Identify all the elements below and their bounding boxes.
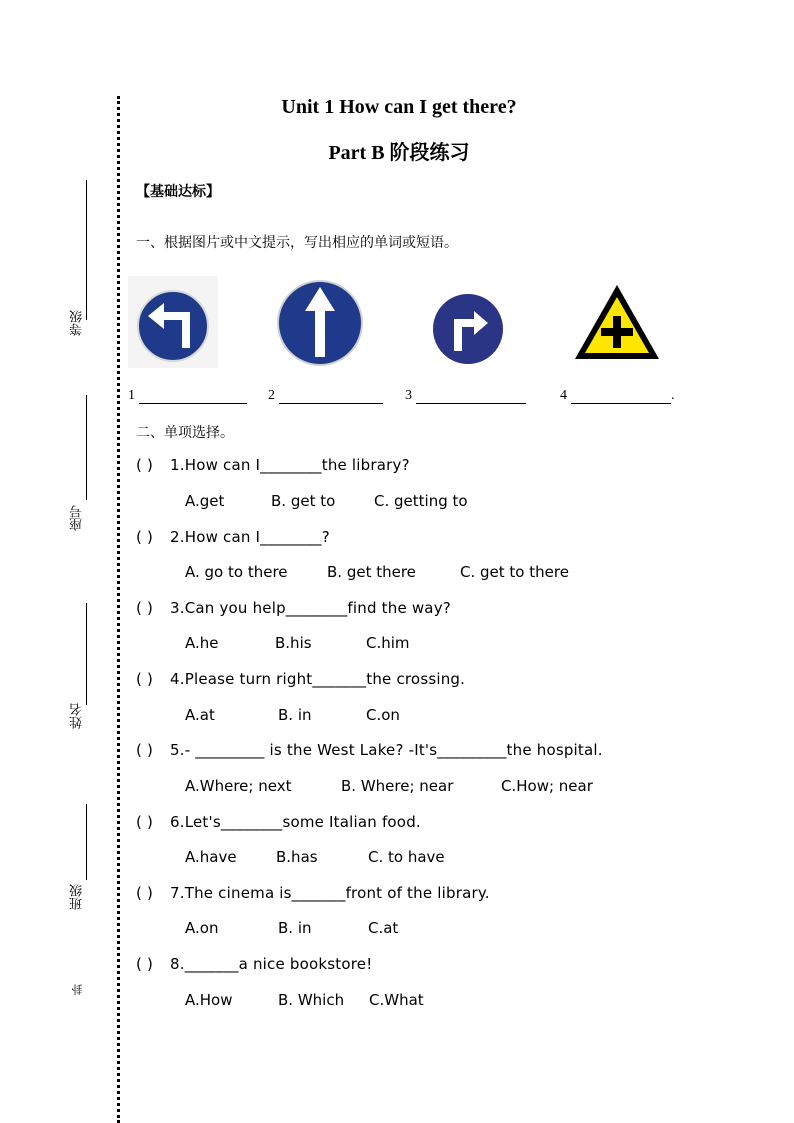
- option-b: B. Where; near: [341, 777, 454, 795]
- question-stem: 1.How can I________the library?: [170, 456, 410, 474]
- crossing-warning-sign-icon: [572, 282, 662, 362]
- side-field-label: 等级: [70, 310, 85, 336]
- question-3: [136, 599, 451, 617]
- go-straight-sign-icon: [276, 279, 364, 367]
- option-c: C.him: [366, 634, 410, 652]
- side-field-label: 座号: [70, 505, 85, 531]
- option-a: A.How: [185, 991, 233, 1009]
- blank-3[interactable]: 3: [405, 388, 526, 404]
- answer-paren[interactable]: ( ): [136, 456, 154, 474]
- question-5: [136, 741, 603, 759]
- blank-1[interactable]: 1: [128, 388, 247, 404]
- answer-paren[interactable]: ( ): [136, 813, 154, 831]
- question-7: [136, 884, 490, 902]
- page-title: Unit 1 How can I get there?: [281, 96, 517, 118]
- side-field-line: [86, 180, 87, 320]
- question-stem: 2.How can I________?: [170, 528, 330, 546]
- option-c: C. get to there: [460, 563, 569, 581]
- question-stem: 4.Please turn right_______the crossing.: [170, 670, 466, 688]
- option-b: B.his: [275, 634, 312, 652]
- question-stem: 8._______a nice bookstore!: [170, 955, 373, 973]
- option-c: C.at: [368, 919, 399, 937]
- side-field-line: [86, 395, 87, 500]
- side-field-label: 姓名: [70, 703, 85, 729]
- answer-paren[interactable]: ( ): [136, 884, 154, 902]
- answer-paren[interactable]: ( ): [136, 528, 154, 546]
- option-c: C.How; near: [501, 777, 593, 795]
- question-stem: 5.- _________ is the West Lake? -It's_________the hospital.: [170, 741, 603, 759]
- part1-instruction: 一、根据图片或中文提示，写出相应的单词或短语。: [136, 235, 458, 251]
- section-heading-basic: 【基础达标】: [136, 184, 220, 200]
- option-b: B. Which: [278, 991, 345, 1009]
- option-a: A.have: [185, 848, 237, 866]
- turn-right-sign-icon: [432, 293, 504, 365]
- binding-dotted-line: [117, 96, 120, 1123]
- blank-4[interactable]: 4 .: [560, 388, 675, 403]
- option-a: A.get: [185, 492, 225, 510]
- blank-2[interactable]: 2: [268, 388, 383, 404]
- option-a: A.at: [185, 706, 215, 724]
- answer-paren[interactable]: ( ): [136, 599, 154, 617]
- option-c: C. to have: [368, 848, 445, 866]
- turn-left-sign-icon: [128, 276, 218, 368]
- question-4: [136, 670, 465, 688]
- side-field-line: [86, 603, 87, 705]
- side-field-mark: [70, 984, 92, 1004]
- option-a: A.he: [185, 634, 219, 652]
- question-1: [136, 456, 410, 474]
- option-a: A.Where; next: [185, 777, 292, 795]
- answer-paren[interactable]: ( ): [136, 670, 154, 688]
- option-b: B.has: [276, 848, 318, 866]
- question-stem: 7.The cinema is_______front of the library.: [170, 884, 490, 902]
- side-field-grade: [70, 180, 92, 340]
- option-b: B. in: [278, 919, 312, 937]
- answer-paren[interactable]: ( ): [136, 741, 154, 759]
- option-b: B. get there: [327, 563, 416, 581]
- page-subtitle: Part B 阶段练习: [328, 142, 470, 164]
- side-field-label: 班级: [70, 884, 85, 910]
- option-a: A. go to there: [185, 563, 288, 581]
- side-field-class: [70, 804, 92, 924]
- side-field-seat: [70, 395, 92, 535]
- question-stem: 3.Can you help________find the way?: [170, 599, 451, 617]
- option-a: A.on: [185, 919, 219, 937]
- option-b: B. get to: [271, 492, 336, 510]
- question-stem: 6.Let's________some Italian food.: [170, 813, 421, 831]
- option-c: C.on: [366, 706, 400, 724]
- part2-instruction: 二、单项选择。: [136, 425, 234, 441]
- option-c: C. getting to: [374, 492, 468, 510]
- side-field-line: [86, 804, 87, 880]
- side-field-name: [70, 603, 92, 743]
- option-b: B. in: [278, 706, 312, 724]
- answer-paren[interactable]: ( ): [136, 955, 154, 973]
- side-field-label: 卦: [71, 984, 84, 995]
- option-c: C.What: [369, 991, 424, 1009]
- question-8: [136, 955, 372, 973]
- question-2: [136, 528, 330, 546]
- question-6: [136, 813, 421, 831]
